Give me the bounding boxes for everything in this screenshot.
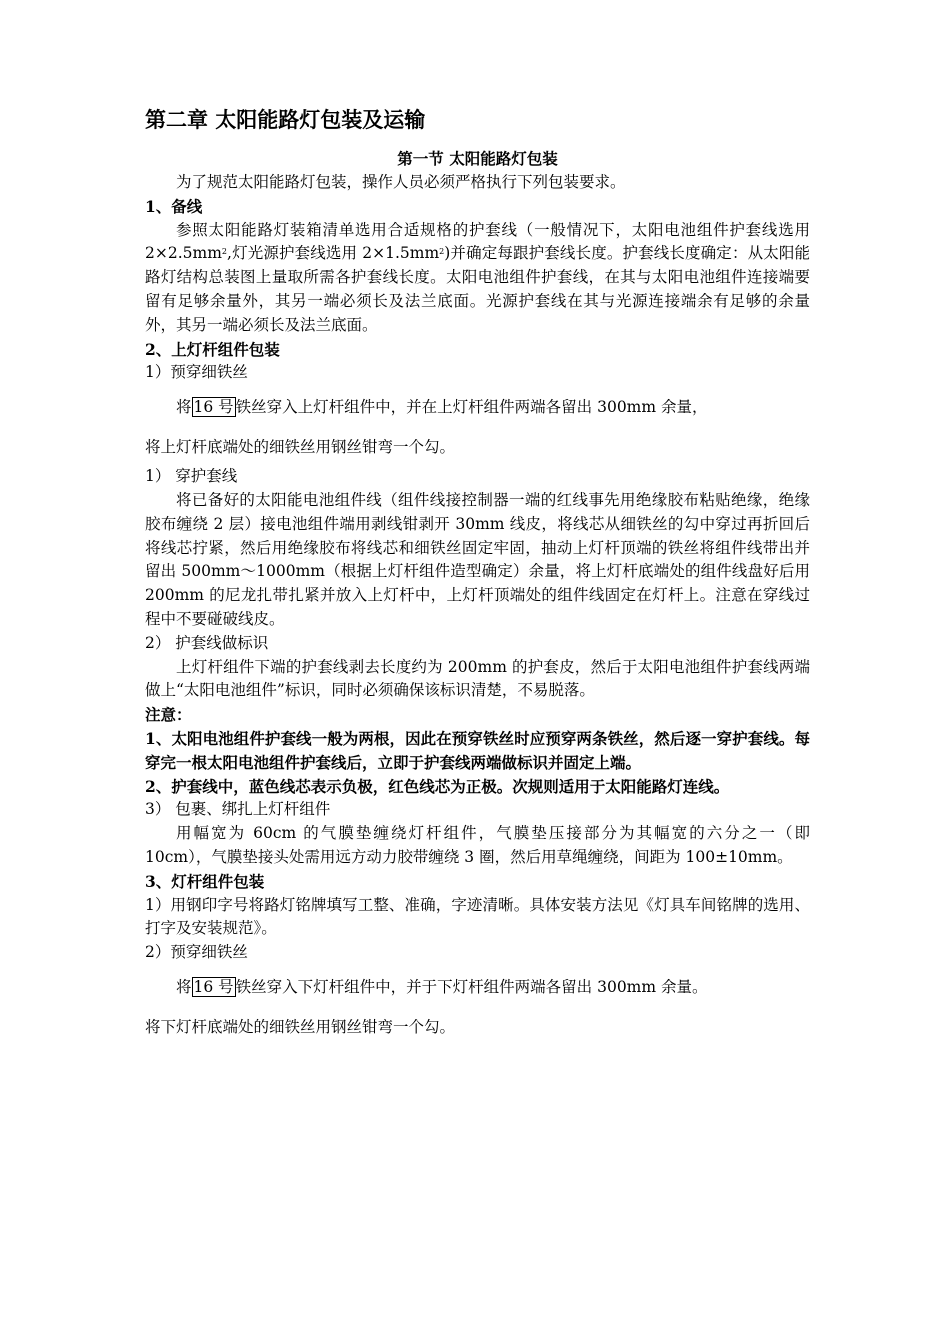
p1-part-a: 参照太阳能路灯装箱清单选用合适规格的护套线（一般情况下，太阳电池组件护套线选用 2×2.5mm [145,220,810,263]
note-title: 注意： [145,705,192,725]
wire-gauge-box: 16 号 [193,977,234,996]
subheading-2-2: 1） 穿护套线 [145,467,238,486]
section-title: 第一节 太阳能路灯包装 [397,149,558,168]
text-pre: 将 [176,398,192,417]
text-post: 铁丝穿入下灯杆组件中，并于下灯杆组件两端各留出 300mm 余量。 [235,977,708,996]
heading-2: 2、上灯杆组件包装 [145,339,280,359]
superscript: 2 [221,247,227,257]
subheading-2-4: 3） 包裹、绑扎上灯杆组件 [145,800,331,819]
intro-paragraph: 为了规范太阳能路灯包装，操作人员必须严格执行下列包装要求。 [176,173,626,191]
paragraph-3-2-cont: 将下灯杆底端处的细铁丝用钢丝钳弯一个勾。 [145,1017,456,1036]
paragraph-2-4: 用幅宽为 60cm 的气膜垫缠绕灯杆组件，气膜垫压接部分为其幅宽的六分之一（即 10cm），气膜垫接头处需用远方动力胶带缠绕 3 圈，然后用草绳缠绕，间距为 100±10mm。 [145,824,810,866]
text-post: 铁丝穿入上灯杆组件中，并在上灯杆组件两端各留出 300mm 余量， [235,398,708,417]
heading-3: 3、灯杆组件包装 [145,871,265,891]
p1-part-c: )并确定每跟护套线长度。护套线长度确定：从太阳能路灯结构总装图上量取所需各护套线长度。太阳电池组件护套线，在其与太阳电池组件连接端要留有足够余量外，其另一端必须长及法兰底面。光源护套线在其与光源连接端余有足够的余量外，其另一端必须长及法兰底面。 [145,244,811,334]
note-1: 1、太阳电池组件护套线一般为两根，因此在预穿铁丝时应预穿两条铁丝，然后逐一穿护套线。每穿完一根太阳电池组件护套线后，立即于护套线两端做标识并固定上端。 [145,728,810,772]
subheading-2-3: 2） 护套线做标识 [145,633,269,652]
paragraph-1 [145,219,810,338]
p1-part-b: ,灯光源护套线选用 2×1.5mm [227,244,440,263]
paragraph-3-2 [145,969,810,1005]
subheading-3-2: 2）预穿细铁丝 [145,943,248,962]
note-2: 2、护套线中，蓝色线芯表示负极，红色线芯为正极。次规则适用于太阳能路灯连线。 [145,776,730,796]
chapter-title: 第二章 太阳能路灯包装及运输 [145,108,426,132]
paragraph-2-3: 上灯杆组件下端的护套线剥去长度约为 200mm 的护套皮，然后于太阳电池组件护套线两端做上“太阳电池组件”标识，同时必须确保该标识清楚，不易脱落。 [145,657,810,700]
heading-1: 1、备线 [145,196,203,216]
paragraph-2-1 [145,389,810,425]
paragraph-3-1: 1）用钢印字号将路灯铭牌填写工整、准确，字迹清晰。具体安装方法见《灯具车间铭牌的选用、打字及安装规范》。 [145,895,810,938]
document-page [145,104,810,1045]
wire-gauge-box: 16 号 [193,398,234,417]
text-pre: 将 [176,977,192,996]
subheading-2-1: 1）预穿细铁丝 [145,363,248,382]
superscript: 2 [439,247,445,257]
paragraph-2-2: 将已备好的太阳能电池组件线（组件线接控制器一端的红线事先用绝缘胶布粘贴绝缘，绝缘胶布缠绕 2 层）接电池组件端用剥线钳剥开 30mm 线皮，将线芯从细铁丝的勾中穿过再折回后将线芯拧紧，然后用绝缘胶布将线芯和细铁丝固定牢固，抽动上灯杆顶端的铁丝将组件线带出并留出 500mm～1000mm（根据上灯杆组件造型确定）余量，将上灯杆底端处的组件线盘好后用 200mm 的尼龙扎带扎紧并放入上灯杆中，上灯杆顶端处的组件线固定在灯杆上。注意在穿线过程中不要碰破线皮。 [145,490,810,628]
paragraph-2-1-cont: 将上灯杆底端处的细铁丝用钢丝钳弯一个勾。 [145,438,456,457]
